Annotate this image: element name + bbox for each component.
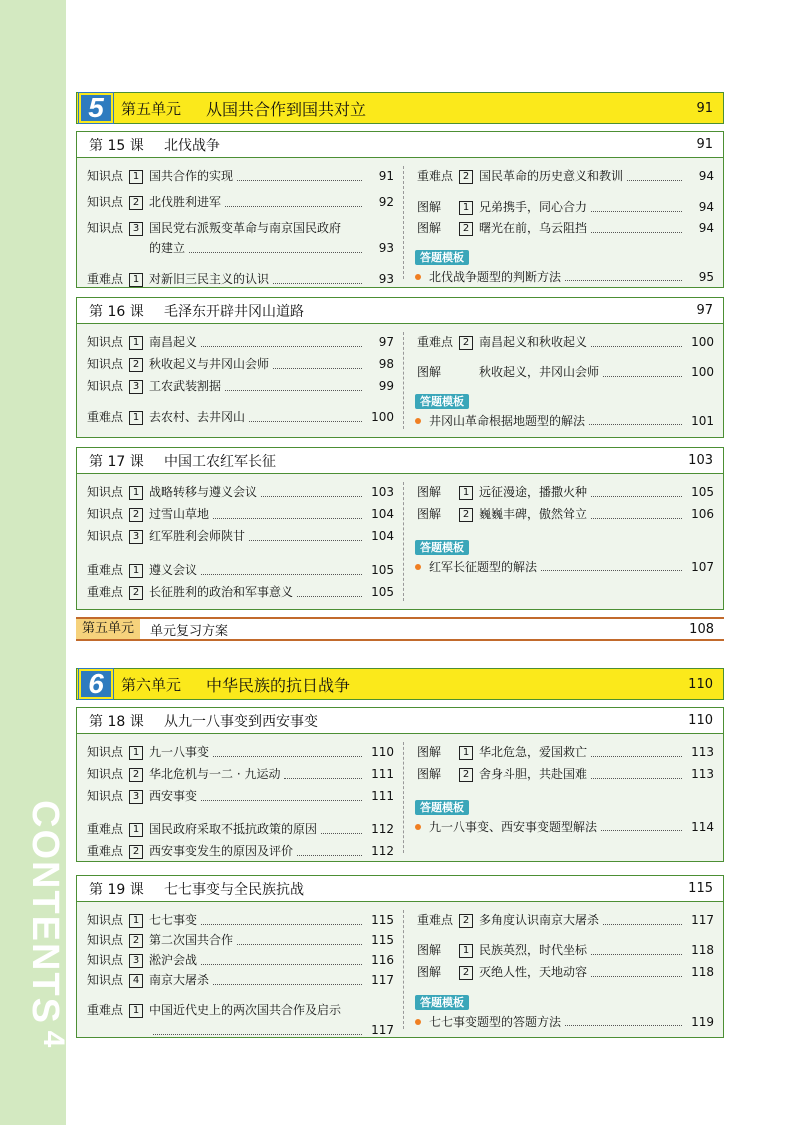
entry-title: 国共合作的实现 bbox=[149, 169, 234, 183]
entry-type: 知识点 bbox=[87, 913, 124, 927]
dot-leader bbox=[321, 826, 362, 834]
right-column bbox=[407, 734, 722, 861]
answer-template-label: 答题模板 bbox=[415, 250, 469, 265]
entry-page: 118 bbox=[691, 965, 714, 979]
unit-number-badge: 6 bbox=[79, 669, 113, 699]
entry-number-box: 2 bbox=[459, 222, 473, 236]
dot-leader bbox=[591, 225, 682, 233]
lesson-header[interactable] bbox=[77, 132, 723, 158]
entry-page: 91 bbox=[378, 169, 394, 183]
entry-title: 多角度认识南京大屠杀 bbox=[479, 913, 600, 927]
entry-number-box: 1 bbox=[459, 486, 473, 500]
entry-page: 100 bbox=[691, 365, 714, 379]
toc-entry[interactable] bbox=[87, 972, 394, 989]
right-column bbox=[407, 902, 722, 1037]
entry-number-box: 2 bbox=[459, 170, 473, 184]
entry-type: 知识点 bbox=[87, 953, 124, 967]
lesson-title: 北伐战争 bbox=[164, 137, 220, 154]
dot-leader bbox=[297, 589, 362, 597]
unit-5-header[interactable] bbox=[76, 92, 724, 124]
right-column bbox=[407, 324, 722, 437]
entry-number-box: 2 bbox=[459, 768, 473, 782]
lesson-19 bbox=[76, 875, 724, 1038]
toc-entry[interactable] bbox=[417, 942, 714, 959]
entry-type: 重难点 bbox=[87, 822, 124, 836]
entry-type: 图解 bbox=[417, 485, 442, 499]
toc-entry[interactable] bbox=[417, 766, 714, 783]
entry-number-box: 1 bbox=[129, 411, 143, 425]
toc-entry[interactable] bbox=[87, 484, 394, 501]
entry-type: 知识点 bbox=[87, 789, 124, 803]
entry-page: 99 bbox=[378, 379, 394, 393]
dot-leader bbox=[591, 969, 682, 977]
entry-title: 长征胜利的政治和军事意义 bbox=[149, 585, 294, 599]
entry-page: 104 bbox=[371, 507, 394, 521]
entry-title-continued: 的建立 bbox=[149, 241, 186, 255]
entry-title: 中国近代史上的两次国共合作及启示 bbox=[149, 1003, 342, 1017]
toc-entry[interactable] bbox=[87, 528, 394, 545]
dot-leader bbox=[249, 533, 362, 541]
entry-number-box: 2 bbox=[129, 196, 143, 210]
lesson-16 bbox=[76, 297, 724, 438]
entry-type: 重难点 bbox=[87, 272, 124, 286]
column-divider bbox=[403, 482, 404, 601]
entry-type: 重难点 bbox=[87, 585, 124, 599]
dot-leader bbox=[237, 937, 362, 945]
entry-title: 国民党右派叛变革命与南京国民政府 bbox=[149, 221, 342, 235]
entry-number-box: 2 bbox=[129, 768, 143, 782]
dot-leader bbox=[297, 848, 362, 856]
entry-page: 94 bbox=[698, 200, 714, 214]
toc-entry[interactable] bbox=[417, 220, 714, 237]
dot-leader bbox=[201, 339, 362, 347]
entry-page: 105 bbox=[371, 563, 394, 577]
dot-leader bbox=[273, 361, 362, 369]
dot-leader bbox=[153, 1027, 362, 1035]
entry-page: 95 bbox=[698, 269, 714, 284]
entry-type: 图解 bbox=[417, 365, 442, 379]
unit-title: 中华民族的抗日战争 bbox=[206, 675, 351, 695]
entry-title: 九一八事变、西安事变题型解法 bbox=[429, 820, 598, 834]
entry-title: 秋收起义，井冈山会师 bbox=[479, 365, 600, 379]
dot-leader bbox=[237, 173, 362, 181]
lesson-title: 七七事变与全民族抗战 bbox=[164, 881, 304, 898]
dot-leader bbox=[591, 204, 682, 212]
entry-title: 九一八事变 bbox=[149, 745, 210, 759]
toc-entry[interactable] bbox=[87, 744, 394, 761]
toc-entry[interactable] bbox=[87, 932, 394, 949]
entry-number-box: 3 bbox=[129, 530, 143, 544]
entry-type: 知识点 bbox=[87, 169, 124, 183]
bullet-icon bbox=[415, 564, 421, 570]
entry-page: 93 bbox=[378, 272, 394, 286]
toc-entry[interactable] bbox=[87, 194, 394, 211]
toc-entry[interactable] bbox=[87, 1002, 394, 1019]
entry-page: 116 bbox=[371, 953, 394, 967]
toc-entry[interactable] bbox=[87, 271, 394, 288]
lesson-header[interactable] bbox=[77, 876, 723, 902]
dot-leader bbox=[565, 273, 682, 281]
toc-entry[interactable] bbox=[417, 334, 714, 351]
entry-number-box: 2 bbox=[129, 934, 143, 948]
toc-entry[interactable] bbox=[87, 766, 394, 783]
entry-type: 知识点 bbox=[87, 973, 124, 987]
toc-entry[interactable] bbox=[417, 199, 714, 216]
dot-leader bbox=[201, 567, 362, 575]
right-column bbox=[407, 474, 722, 609]
lesson-header[interactable] bbox=[77, 448, 723, 474]
dot-leader bbox=[589, 417, 682, 425]
answer-template-entry[interactable] bbox=[415, 1013, 714, 1030]
entry-type: 知识点 bbox=[87, 357, 124, 371]
entry-number-box: 3 bbox=[129, 954, 143, 968]
lesson-number: 第 15 课 bbox=[89, 137, 144, 154]
entry-title: 过雪山草地 bbox=[149, 507, 210, 521]
entry-number-box: 2 bbox=[459, 966, 473, 980]
entry-title: 华北危急，爱国救亡 bbox=[479, 745, 588, 759]
entry-page: 106 bbox=[691, 507, 714, 521]
column-divider bbox=[403, 332, 404, 429]
lesson-page: 97 bbox=[696, 303, 713, 318]
entry-title: 灭绝人性，天地动容 bbox=[479, 965, 588, 979]
entry-type: 重难点 bbox=[87, 844, 124, 858]
dot-leader bbox=[213, 977, 362, 985]
dot-leader bbox=[213, 749, 362, 757]
entry-type: 知识点 bbox=[87, 507, 124, 521]
dot-leader bbox=[591, 771, 682, 779]
entry-title: 国民革命的历史意义和教训 bbox=[479, 169, 624, 183]
entry-title: 井冈山革命根据地题型的解法 bbox=[429, 414, 586, 428]
entry-number-box: 1 bbox=[129, 170, 143, 184]
entry-title: 舍身斗胆，共赴国难 bbox=[479, 767, 588, 781]
lesson-header[interactable] bbox=[77, 708, 723, 734]
dot-leader bbox=[603, 369, 682, 377]
entry-type: 图解 bbox=[417, 965, 442, 979]
answer-template-entry[interactable] bbox=[415, 412, 714, 429]
left-column bbox=[77, 734, 402, 861]
dot-leader bbox=[565, 1018, 682, 1026]
entry-title: 红军长征题型的解法 bbox=[429, 560, 538, 574]
entry-number-box: 1 bbox=[459, 746, 473, 760]
dot-leader bbox=[225, 199, 362, 207]
toc-entry[interactable] bbox=[87, 378, 394, 395]
bullet-icon bbox=[415, 1019, 421, 1025]
toc-entry[interactable] bbox=[417, 506, 714, 523]
answer-template-label: 答题模板 bbox=[415, 995, 469, 1010]
toc-entry[interactable] bbox=[87, 584, 394, 601]
entry-title: 华北危机与一二 · 九运动 bbox=[149, 767, 281, 781]
entry-page: 115 bbox=[371, 913, 394, 927]
entry-page: 97 bbox=[378, 335, 394, 349]
entry-title: 曙光在前，乌云阻挡 bbox=[479, 221, 588, 235]
dot-leader bbox=[249, 414, 362, 422]
entry-number-box: 2 bbox=[459, 336, 473, 350]
entry-page: 105 bbox=[691, 485, 714, 499]
entry-page: 92 bbox=[378, 195, 394, 209]
entry-type: 知识点 bbox=[87, 221, 124, 235]
toc-entry[interactable] bbox=[87, 788, 394, 805]
entry-type: 知识点 bbox=[87, 485, 124, 499]
entry-title: 西安事变发生的原因及评价 bbox=[149, 844, 294, 858]
entry-page: 114 bbox=[691, 819, 714, 834]
entry-number-box: 1 bbox=[129, 1004, 143, 1018]
entry-number-box: 2 bbox=[459, 914, 473, 928]
entry-number-box: 2 bbox=[129, 508, 143, 522]
bullet-icon bbox=[415, 824, 421, 830]
entry-title: 南昌起义 bbox=[149, 335, 198, 349]
review-page: 108 bbox=[689, 621, 714, 637]
entry-page: 105 bbox=[371, 585, 394, 599]
answer-template-label: 答题模板 bbox=[415, 394, 469, 409]
dot-leader bbox=[591, 749, 682, 757]
entry-type: 图解 bbox=[417, 200, 442, 214]
lesson-15 bbox=[76, 131, 724, 288]
lesson-page: 103 bbox=[688, 453, 713, 468]
entry-page: 113 bbox=[691, 745, 714, 759]
entry-page: 112 bbox=[371, 844, 394, 858]
dot-leader bbox=[201, 793, 362, 801]
dot-leader bbox=[273, 276, 362, 284]
toc-entry[interactable] bbox=[417, 484, 714, 501]
toc-entry[interactable] bbox=[87, 168, 394, 185]
unit-page: 91 bbox=[696, 100, 713, 116]
entry-page: 111 bbox=[371, 789, 394, 803]
entry-type: 知识点 bbox=[87, 195, 124, 209]
unit-title: 从国共合作到国共对立 bbox=[206, 99, 367, 119]
toc-entry[interactable] bbox=[417, 364, 714, 381]
column-divider bbox=[403, 166, 404, 279]
entry-type: 知识点 bbox=[87, 335, 124, 349]
answer-template-label: 答题模板 bbox=[415, 540, 469, 555]
entry-title: 七七事变题型的答题方法 bbox=[429, 1015, 562, 1029]
entry-type: 重难点 bbox=[87, 1003, 124, 1017]
lesson-title: 毛泽东开辟井冈山道路 bbox=[164, 303, 304, 320]
lesson-number: 第 16 课 bbox=[89, 303, 144, 320]
entry-number-box: 1 bbox=[459, 944, 473, 958]
dot-leader bbox=[189, 245, 362, 253]
toc-entry[interactable] bbox=[87, 220, 394, 237]
entry-type: 重难点 bbox=[417, 335, 454, 349]
entry-page: 98 bbox=[378, 357, 394, 371]
dot-leader bbox=[627, 173, 682, 181]
toc-entry[interactable] bbox=[87, 952, 394, 969]
entry-page: 107 bbox=[691, 559, 714, 574]
answer-template-label: 答题模板 bbox=[415, 800, 469, 815]
entry-title: 七七事变 bbox=[149, 913, 198, 927]
entry-number-box: 2 bbox=[459, 508, 473, 522]
page-number: 4 bbox=[37, 1030, 70, 1048]
toc-entry[interactable] bbox=[417, 168, 714, 185]
dot-leader bbox=[603, 917, 682, 925]
entry-page: 119 bbox=[691, 1014, 714, 1029]
entry-page: 117 bbox=[371, 973, 394, 987]
bullet-icon bbox=[415, 274, 421, 280]
entry-number-box: 1 bbox=[129, 486, 143, 500]
dot-leader bbox=[591, 339, 682, 347]
column-divider bbox=[403, 742, 404, 853]
review-unit-badge: 第五单元 bbox=[76, 619, 140, 639]
entry-number-box: 3 bbox=[129, 222, 143, 236]
review-title: 单元复习方案 bbox=[150, 623, 229, 639]
bullet-icon bbox=[415, 418, 421, 424]
dot-leader bbox=[541, 563, 682, 571]
entry-page: 117 bbox=[691, 913, 714, 927]
entry-type: 重难点 bbox=[417, 913, 454, 927]
entry-page: 117 bbox=[371, 1023, 394, 1037]
unit-number-badge: 5 bbox=[79, 93, 113, 123]
entry-page: 115 bbox=[371, 933, 394, 947]
entry-number-box: 2 bbox=[129, 845, 143, 859]
entry-title: 战略转移与遵义会议 bbox=[149, 485, 258, 499]
dot-leader bbox=[201, 917, 362, 925]
entry-type: 重难点 bbox=[417, 169, 454, 183]
entry-title: 北伐胜利进军 bbox=[149, 195, 222, 209]
entry-title: 秋收起义与井冈山会师 bbox=[149, 357, 270, 371]
entry-type: 重难点 bbox=[87, 563, 124, 577]
side-strip bbox=[0, 0, 70, 1125]
left-column bbox=[77, 474, 402, 609]
entry-title: 远征漫途，播撒火种 bbox=[479, 485, 588, 499]
lesson-18 bbox=[76, 707, 724, 862]
entry-type: 图解 bbox=[417, 745, 442, 759]
entry-number-box: 1 bbox=[129, 564, 143, 578]
dot-leader bbox=[591, 511, 682, 519]
entry-number-box: 2 bbox=[129, 586, 143, 600]
entry-page: 118 bbox=[691, 943, 714, 957]
answer-template-entry[interactable] bbox=[415, 268, 714, 285]
toc-entry[interactable] bbox=[87, 356, 394, 373]
unit-page: 110 bbox=[688, 676, 713, 692]
lesson-number: 第 19 课 bbox=[89, 881, 144, 898]
dot-leader bbox=[261, 489, 362, 497]
toc-entry[interactable] bbox=[87, 821, 394, 838]
entry-page: 93 bbox=[378, 241, 394, 255]
entry-title: 南京大屠杀 bbox=[149, 973, 210, 987]
entry-number-box: 1 bbox=[129, 746, 143, 760]
toc-entry[interactable] bbox=[87, 334, 394, 351]
entry-type: 知识点 bbox=[87, 767, 124, 781]
entry-title: 工农武装割据 bbox=[149, 379, 222, 393]
entry-type: 图解 bbox=[417, 507, 442, 521]
entry-type: 重难点 bbox=[87, 410, 124, 424]
lesson-title: 中国工农红军长征 bbox=[164, 453, 276, 470]
toc-entry[interactable] bbox=[417, 964, 714, 981]
entry-title: 兄弟携手，同心合力 bbox=[479, 200, 588, 214]
dot-leader bbox=[201, 957, 362, 965]
dot-leader bbox=[601, 823, 682, 831]
answer-template-entry[interactable] bbox=[415, 558, 714, 575]
entry-number-box: 1 bbox=[129, 336, 143, 350]
entry-title: 西安事变 bbox=[149, 789, 198, 803]
left-column bbox=[77, 158, 402, 287]
unit-5-review[interactable] bbox=[76, 617, 724, 641]
lesson-number: 第 18 课 bbox=[89, 713, 144, 730]
lesson-header[interactable] bbox=[77, 298, 723, 324]
answer-template-entry[interactable] bbox=[415, 818, 714, 835]
dot-leader bbox=[591, 489, 682, 497]
entry-title: 淞沪会战 bbox=[149, 953, 198, 967]
entry-title: 北伐战争题型的判断方法 bbox=[429, 270, 562, 284]
entry-page: 103 bbox=[371, 485, 394, 499]
left-column bbox=[77, 324, 402, 437]
entry-title: 遵义会议 bbox=[149, 563, 198, 577]
toc-entry[interactable] bbox=[87, 843, 394, 860]
toc-entry[interactable] bbox=[87, 562, 394, 579]
unit-label: 第五单元 bbox=[121, 99, 182, 118]
entry-type: 知识点 bbox=[87, 379, 124, 393]
entry-page: 100 bbox=[691, 335, 714, 349]
lesson-page: 115 bbox=[688, 881, 713, 896]
dot-leader bbox=[284, 771, 362, 779]
entry-type: 知识点 bbox=[87, 933, 124, 947]
entry-number-box: 1 bbox=[129, 823, 143, 837]
entry-number-box: 1 bbox=[459, 201, 473, 215]
entry-type: 图解 bbox=[417, 221, 442, 235]
entry-title: 巍巍丰碑，傲然耸立 bbox=[479, 507, 588, 521]
toc-entry[interactable] bbox=[87, 506, 394, 523]
entry-type: 图解 bbox=[417, 943, 442, 957]
entry-number-box: 3 bbox=[129, 790, 143, 804]
entry-title: 对新旧三民主义的认识 bbox=[149, 272, 270, 286]
toc-entry[interactable] bbox=[417, 744, 714, 761]
entry-number-box: 3 bbox=[129, 380, 143, 394]
entry-page: 94 bbox=[698, 169, 714, 183]
toc-entry[interactable] bbox=[87, 409, 394, 426]
entry-page: 110 bbox=[371, 745, 394, 759]
entry-title: 去农村、去井冈山 bbox=[149, 410, 246, 424]
entry-page: 111 bbox=[371, 767, 394, 781]
toc-entry-continuation[interactable] bbox=[87, 1022, 394, 1039]
toc-entry[interactable] bbox=[87, 912, 394, 929]
toc-entry[interactable] bbox=[417, 912, 714, 929]
entry-page: 100 bbox=[371, 410, 394, 424]
left-column bbox=[77, 902, 402, 1037]
unit-label: 第六单元 bbox=[121, 675, 182, 694]
right-column bbox=[407, 158, 722, 287]
lesson-number: 第 17 课 bbox=[89, 453, 144, 470]
entry-title: 民族英烈，时代坐标 bbox=[479, 943, 588, 957]
entry-number-box: 1 bbox=[129, 273, 143, 287]
entry-number-box: 4 bbox=[129, 974, 143, 988]
entry-page: 94 bbox=[698, 221, 714, 235]
toc-entry-continuation[interactable] bbox=[87, 240, 394, 257]
entry-page: 101 bbox=[691, 413, 714, 428]
dot-leader bbox=[591, 947, 682, 955]
dot-leader bbox=[213, 511, 362, 519]
entry-page: 113 bbox=[691, 767, 714, 781]
entry-title: 国民政府采取不抵抗政策的原因 bbox=[149, 822, 318, 836]
entry-title: 第二次国共合作 bbox=[149, 933, 234, 947]
lesson-17 bbox=[76, 447, 724, 610]
entry-title: 红军胜利会师陕甘 bbox=[149, 529, 246, 543]
lesson-page: 91 bbox=[696, 137, 713, 152]
entry-type: 知识点 bbox=[87, 745, 124, 759]
lesson-title: 从九一八事变到西安事变 bbox=[164, 713, 318, 730]
entry-number-box: 2 bbox=[129, 358, 143, 372]
dot-leader bbox=[225, 383, 362, 391]
entry-number-box: 1 bbox=[129, 914, 143, 928]
entry-type: 图解 bbox=[417, 767, 442, 781]
column-divider bbox=[403, 910, 404, 1029]
contents-label: CONTENTS bbox=[24, 800, 66, 1025]
lesson-page: 110 bbox=[688, 713, 713, 728]
entry-page: 112 bbox=[371, 822, 394, 836]
unit-6-header[interactable] bbox=[76, 668, 724, 700]
entry-title: 南昌起义和秋收起义 bbox=[479, 335, 588, 349]
entry-type: 知识点 bbox=[87, 529, 124, 543]
entry-page: 104 bbox=[371, 529, 394, 543]
